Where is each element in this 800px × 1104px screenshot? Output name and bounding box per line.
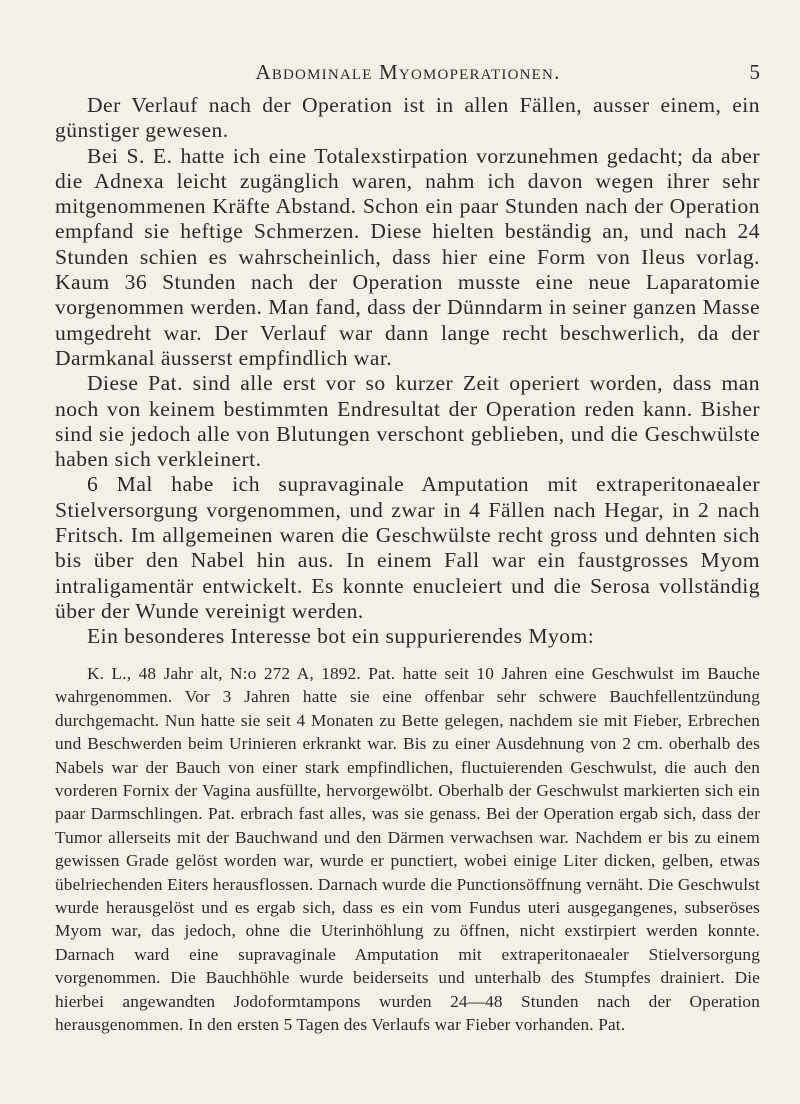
paragraph-results: Diese Pat. sind alle erst vor so kurzer Zeit operiert worden, dass man noch von keinem bestimmten Endresultat der Operation reden kann. Bisher sind sie jedoch alle von Blutungen verschont geblieben, und die Geschwülste haben sich verkleinert. [55,371,760,472]
paragraph-amputation: 6 Mal habe ich supravaginale Amputation mit extraperitonaealer Stielversorgung vorgenommen, und zwar in 4 Fällen nach Hegar, in 2 nach Fritsch. Im allgemeinen waren die Geschwülste recht gross und dehnten sich bis über den Nabel hin aus. In einem Fall war ein faustgrosses Myom intraligamentär entwickelt. Es konnte enucleiert und die Serosa vollständig über der Wunde vereinigt werden. [55,472,760,623]
paragraph-suppurating-myoma: Ein besonderes Interesse bot ein suppurierendes Myom: [87,624,595,649]
main-text [55,93,760,650]
page-header [56,60,760,90]
case-report [55,662,760,1037]
running-title: Abdominale Myomoperationen. [255,60,561,84]
case-report-text: K. L., 48 Jahr alt, N:o 272 A, 1892. Pat. hatte seit 10 Jahren eine Geschwulst im Bauche wahrgenommen. Vor 3 Jahren hatte sie eine offenbar sehr schwere Bauchfellentzündung durchgemacht. Nun hatte sie seit 4 Monaten zu Bette gelegen, nachdem sie mit Fieber, Erbrechen und Beschwerden beim Urinieren erkrankt war. Bis zu einer Ausdehnung von 2 cm. oberhalb des Nabels war der Bauch von einer stark empfindlichen, fluctuierenden Geschwulst, die auch den vorderen Fornix der Vagina ausfüllte, hervorgewölbt. Oberhalb der Geschwulst markierten sich ein paar Darmschlingen. Pat. erbrach fast alles, was sie genass. Bei der Operation ergab sich, dass der Tumor allerseits mit der Bauchwand und den Därmen verwachsen war. Nachdem er bis zu einem gewissen Grade gelöst worden war, wurde er punctiert, wobei einige Liter dicken, gelben, etwas übelriechenden Eiters herausflossen. Darnach wurde die Punctionsöffnung vernäht. Die Geschwulst wurde herausgelöst und es ergab sich, dass es ein vom Fundus uteri ausgegangenes, subseröses Myom war, das jedoch, ohne die Uterinhöhlung zu öffnen, nicht exstirpiert werden konnte. Darnach ward eine supravaginale Amputation mit extraperitonaealer Stielversorgung vorgenommen. Die Bauchhöhle wurde beiderseits und unterhalb des Stumpfes drainiert. Die hierbei angewandten Jodoformtampons wurden 24—48 Stunden nach der Operation herausgenommen. In den ersten 5 Tagen des Verlaufs war Fieber vorhanden. Pat. [55,664,760,1035]
paragraph-verlauf: Der Verlauf nach der Operation ist in allen Fällen, ausser einem, ein günstiger gewesen. [55,93,760,143]
page-number: 5 [749,60,760,84]
paragraph-case-se: Bei S. E. hatte ich eine Totalexstirpation vorzunehmen gedacht; da aber die Adnexa leicht zugänglich waren, nahm ich davon wegen ihrer sehr mitgenommenen Kräfte Abstand. Schon ein paar Stunden nach der Operation empfand sie heftige Schmerzen. Diese hielten beständig an, und nach 24 Stunden schien es wahrscheinlich, dass hier eine Form von Ileus vorlag. Kaum 36 Stunden nach der Operation musste eine neue Laparatomie vorgenommen werden. Man fand, dass der Dünndarm in seiner ganzen Masse umgedreht war. Der Verlauf war dann lange recht beschwerlich, da der Darmkanal äusserst empfindlich war. [55,143,760,370]
